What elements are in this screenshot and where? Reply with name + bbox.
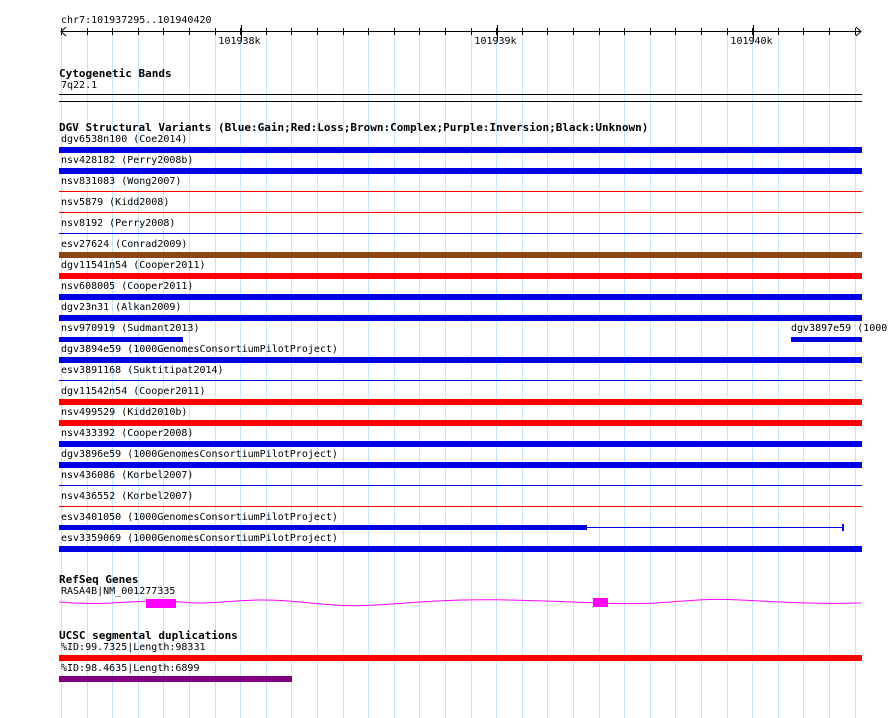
cyto-track-title: Cytogenetic Bands	[59, 67, 172, 80]
cyto-band-label: 7q22.1	[61, 80, 98, 91]
dgv-feature-label[interactable]: nsv8192 (Perry2008)	[61, 218, 176, 229]
dgv-feature-bar[interactable]	[59, 357, 862, 363]
dgv-feature-label[interactable]: dgv3894e59 (1000GenomesConsortiumPilotProject)	[61, 344, 338, 355]
dgv-feature-label[interactable]: nsv970919 (Sudmant2013)	[61, 323, 200, 334]
dgv-feature-bar[interactable]	[59, 337, 183, 342]
refseq-track-title: RefSeq Genes	[59, 573, 139, 586]
dgv-feature-bar[interactable]	[59, 399, 862, 405]
gene-exon[interactable]	[146, 599, 176, 608]
dgv-feature-bar[interactable]	[59, 462, 862, 468]
dgv-feature-end[interactable]	[842, 524, 844, 531]
dgv-feature-bar[interactable]	[59, 485, 862, 486]
dgv-feature-bar[interactable]	[59, 420, 862, 426]
dgv-feature-label[interactable]: dgv3897e59 (1000	[791, 323, 888, 334]
locus-label: chr7:101937295..101940420	[61, 15, 212, 26]
dgv-feature-bar[interactable]	[59, 212, 862, 213]
dgv-feature-bar[interactable]	[59, 441, 862, 447]
ruler-tick-label: 101940k	[730, 36, 773, 47]
dgv-feature-label[interactable]: esv3401050 (1000GenomesConsortiumPilotProject)	[61, 512, 338, 523]
coordinate-ruler[interactable]	[0, 22, 890, 62]
dgv-feature-label[interactable]: nsv428182 (Perry2008b)	[61, 155, 194, 166]
dgv-feature-label[interactable]: dgv11541n54 (Cooper2011)	[61, 260, 206, 271]
dgv-feature-label[interactable]: nsv608005 (Cooper2011)	[61, 281, 194, 292]
cyto-band-line-bottom	[59, 101, 862, 102]
dgv-feature-label[interactable]: dgv11542n54 (Cooper2011)	[61, 386, 206, 397]
dgv-feature-label[interactable]: nsv436086 (Korbel2007)	[61, 470, 194, 481]
ruler-tick-label: 101939k	[474, 36, 517, 47]
dgv-feature-bar[interactable]	[59, 525, 587, 530]
dgv-feature-bar[interactable]	[59, 273, 862, 279]
dgv-feature-label[interactable]: dgv6538n100 (Coe2014)	[61, 134, 188, 145]
dgv-track-title: DGV Structural Variants (Blue:Gain;Red:Loss;Brown:Complex;Purple:Inversion;Black:Unknown)	[59, 121, 649, 134]
refseq-gene-model[interactable]	[0, 594, 890, 614]
dgv-feature-bar[interactable]	[59, 294, 862, 300]
dgv-feature-bar[interactable]	[59, 147, 862, 153]
gene-exon[interactable]	[593, 598, 608, 607]
dgv-feature-label[interactable]: esv3359069 (1000GenomesConsortiumPilotProject)	[61, 533, 338, 544]
dgv-feature-bar[interactable]	[59, 380, 862, 381]
gene-intron-line	[59, 599, 861, 605]
dgv-feature-bar[interactable]	[59, 546, 862, 552]
segdup-bar-2[interactable]	[59, 676, 292, 682]
dgv-feature-label[interactable]: nsv5879 (Kidd2008)	[61, 197, 170, 208]
refseq-gene-label[interactable]: RASA4B|NM_001277335	[61, 586, 176, 597]
dgv-feature-bar[interactable]	[59, 233, 862, 234]
dgv-feature-label[interactable]: dgv23n31 (Alkan2009)	[61, 302, 182, 313]
segdup-track-title: UCSC segmental duplications	[59, 629, 238, 642]
dgv-feature-bar[interactable]	[59, 506, 862, 507]
dgv-feature-bar[interactable]	[791, 337, 862, 342]
dgv-feature-label[interactable]: nsv831083 (Wong2007)	[61, 176, 182, 187]
dgv-feature-bar[interactable]	[59, 252, 862, 258]
ruler-tick-label: 101938k	[218, 36, 261, 47]
dgv-feature-label[interactable]: dgv3896e59 (1000GenomesConsortiumPilotProject)	[61, 449, 338, 460]
dgv-feature-bar[interactable]	[59, 191, 862, 192]
segdup-item-label-1[interactable]: %ID:99.7325|Length:98331	[61, 642, 206, 653]
dgv-feature-bar[interactable]	[59, 168, 862, 174]
dgv-feature-connector[interactable]	[587, 527, 843, 528]
segdup-item-label-2[interactable]: %ID:98.4635|Length:6899	[61, 663, 200, 674]
dgv-feature-label[interactable]: nsv436552 (Korbel2007)	[61, 491, 194, 502]
dgv-feature-label[interactable]: esv27624 (Conrad2009)	[61, 239, 188, 250]
dgv-feature-label[interactable]: nsv499529 (Kidd2010b)	[61, 407, 188, 418]
cyto-band-line-top	[59, 94, 862, 95]
dgv-feature-label[interactable]: nsv433392 (Cooper2008)	[61, 428, 194, 439]
segdup-bar-1[interactable]	[59, 655, 862, 661]
dgv-feature-bar[interactable]	[59, 315, 862, 321]
dgv-feature-label[interactable]: esv3891168 (Suktitipat2014)	[61, 365, 224, 376]
